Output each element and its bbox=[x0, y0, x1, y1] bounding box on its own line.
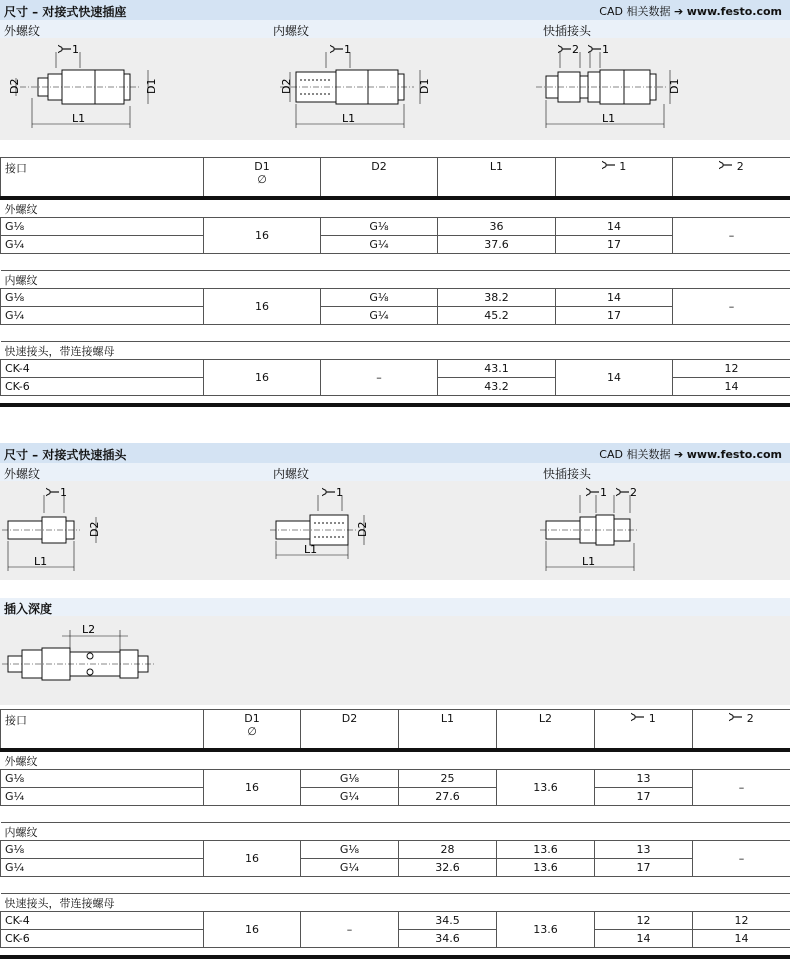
cell-d1: 16 bbox=[204, 770, 301, 806]
cell-l1: 45.2 bbox=[438, 307, 556, 325]
cell-w2: – bbox=[673, 289, 790, 325]
d2-label: D2 bbox=[88, 521, 101, 537]
wrench-size-label: 1 bbox=[60, 486, 67, 499]
insertion-depth-drawing bbox=[0, 616, 790, 705]
cell-l2: 13.6 bbox=[497, 841, 595, 859]
cell-w2: 12 bbox=[693, 912, 790, 930]
cell-w1: 17 bbox=[556, 236, 673, 254]
cell-l1: 34.5 bbox=[399, 912, 497, 930]
cell-l2: 13.6 bbox=[497, 912, 595, 948]
arrow-right-icon: ➔ bbox=[673, 5, 684, 18]
section2-title: 尺寸 – 对接式快速插头 bbox=[4, 448, 127, 462]
wrench-size-label: 1 bbox=[344, 43, 351, 56]
header-d1: D1 ∅ bbox=[204, 158, 321, 199]
cell-port: G¼ bbox=[1, 236, 204, 254]
group-label: 外螺纹 bbox=[1, 198, 790, 218]
d1-label: D1 bbox=[668, 78, 681, 94]
cell-l1: 25 bbox=[399, 770, 497, 788]
l2-label: L2 bbox=[82, 623, 96, 636]
l1-label: L1 bbox=[304, 543, 318, 556]
cell-w1: 13 bbox=[595, 770, 693, 788]
l1-label: L1 bbox=[582, 555, 596, 568]
group-label: 快速接头，带连接螺母 bbox=[1, 342, 790, 360]
wrench-size-label: 1 bbox=[602, 43, 609, 56]
header-l2: L2 bbox=[497, 710, 595, 751]
group-label: 内螺纹 bbox=[1, 271, 790, 289]
cell-l2: 13.6 bbox=[497, 859, 595, 877]
section1-header bbox=[0, 0, 790, 20]
section2-drawings bbox=[0, 481, 790, 580]
cell-d2: G⅛ bbox=[301, 770, 399, 788]
variant-label: 内螺纹 bbox=[273, 24, 310, 38]
cell-port: CK-4 bbox=[1, 912, 204, 930]
wrench-size-label: 2 bbox=[572, 43, 579, 56]
cell-l1: 43.2 bbox=[438, 378, 556, 396]
cell-d2: G⅛ bbox=[321, 218, 438, 236]
d2-label: D2 bbox=[356, 521, 369, 537]
diameter-icon: ∅ bbox=[247, 725, 257, 738]
cell-d2: – bbox=[321, 360, 438, 396]
insertion-depth-header bbox=[0, 598, 790, 616]
l1-label: L1 bbox=[602, 112, 616, 125]
header-wrench1: 1 bbox=[556, 158, 673, 199]
wrench-icon bbox=[729, 712, 743, 722]
cell-w2: 14 bbox=[693, 930, 790, 948]
cell-port: G⅛ bbox=[1, 218, 204, 236]
wrench-icon bbox=[602, 160, 616, 170]
d2-label: D2 bbox=[8, 78, 21, 94]
cell-w1: 17 bbox=[595, 859, 693, 877]
table-bottom-rule bbox=[0, 403, 790, 407]
cell-w1: 17 bbox=[556, 307, 673, 325]
l1-label: L1 bbox=[72, 112, 86, 125]
l1-label: L1 bbox=[342, 112, 356, 125]
header-wrench2: 2 bbox=[673, 158, 790, 199]
header-d1: D1 ∅ bbox=[204, 710, 301, 751]
header-wrench1: 1 bbox=[595, 710, 693, 751]
cell-w1: 14 bbox=[595, 930, 693, 948]
table-bottom-rule bbox=[0, 955, 790, 959]
variant-label: 内螺纹 bbox=[273, 467, 310, 481]
group-label: 内螺纹 bbox=[1, 823, 790, 841]
d2-label: D2 bbox=[280, 78, 293, 94]
cell-l1: 37.6 bbox=[438, 236, 556, 254]
section2-cad-link[interactable] bbox=[599, 446, 782, 462]
cell-w1: 12 bbox=[595, 912, 693, 930]
diameter-icon: ∅ bbox=[257, 173, 267, 186]
section1-cad-link[interactable] bbox=[599, 3, 782, 19]
cell-port: G⅛ bbox=[1, 770, 204, 788]
cell-d1: 16 bbox=[204, 912, 301, 948]
group-label: 快速接头，带连接螺母 bbox=[1, 894, 790, 912]
cell-d2: G¼ bbox=[321, 307, 438, 325]
group-label: 外螺纹 bbox=[1, 750, 790, 770]
cell-port: G⅛ bbox=[1, 841, 204, 859]
wrench-icon bbox=[719, 160, 733, 170]
variant-label: 快插接头 bbox=[543, 467, 592, 481]
header-wrench2: 2 bbox=[693, 710, 790, 751]
cell-d1: 16 bbox=[204, 289, 321, 325]
cell-l2: 13.6 bbox=[497, 770, 595, 806]
variant-label: 外螺纹 bbox=[4, 24, 41, 38]
plug-male-thread-drawing bbox=[2, 495, 96, 571]
cell-w2: – bbox=[693, 770, 790, 806]
socket-dimension-table bbox=[0, 157, 790, 396]
cell-l1: 27.6 bbox=[399, 788, 497, 806]
plug-dimension-table bbox=[0, 709, 790, 948]
cell-l1: 43.1 bbox=[438, 360, 556, 378]
cell-d1: 16 bbox=[204, 218, 321, 254]
variant-label: 外螺纹 bbox=[4, 467, 41, 481]
cell-d2: – bbox=[301, 912, 399, 948]
cell-w1: 14 bbox=[556, 360, 673, 396]
section1-variant-row bbox=[0, 20, 790, 38]
wrench-size-label: 1 bbox=[600, 486, 607, 499]
wrench-size-label: 1 bbox=[72, 43, 79, 56]
cell-d1: 16 bbox=[204, 841, 301, 877]
section1-drawings bbox=[0, 38, 790, 140]
header-l1: L1 bbox=[399, 710, 497, 751]
cell-port: G⅛ bbox=[1, 289, 204, 307]
arrow-right-icon: ➔ bbox=[673, 448, 684, 461]
header-port: 接口 bbox=[1, 710, 204, 751]
cad-url[interactable]: www.festo.com bbox=[686, 448, 782, 461]
header-d2: D2 bbox=[301, 710, 399, 751]
cell-w2: – bbox=[693, 841, 790, 877]
cell-d2: G⅛ bbox=[301, 841, 399, 859]
cell-d2: G⅛ bbox=[321, 289, 438, 307]
cell-w2: – bbox=[673, 218, 790, 254]
coupling-socket-drawings bbox=[0, 38, 790, 140]
cell-d2: G¼ bbox=[301, 859, 399, 877]
insertion-depth-svg bbox=[0, 616, 790, 705]
wrench-size-label: 2 bbox=[630, 486, 637, 499]
cell-d2: G¼ bbox=[301, 788, 399, 806]
cad-text: CAD 相关数据 bbox=[599, 5, 671, 18]
cell-d2: G¼ bbox=[321, 236, 438, 254]
header-port: 接口 bbox=[1, 158, 204, 199]
d1-label: D1 bbox=[418, 78, 431, 94]
header-l1: L1 bbox=[438, 158, 556, 199]
cell-l1: 38.2 bbox=[438, 289, 556, 307]
section2-header bbox=[0, 443, 790, 463]
cell-port: G¼ bbox=[1, 859, 204, 877]
cad-url[interactable]: www.festo.com bbox=[686, 5, 782, 18]
cell-w1: 14 bbox=[556, 218, 673, 236]
cell-l1: 36 bbox=[438, 218, 556, 236]
insertion-depth-title: 插入深度 bbox=[4, 602, 53, 616]
cell-l1: 28 bbox=[399, 841, 497, 859]
l1-label: L1 bbox=[34, 555, 48, 568]
cell-w1: 17 bbox=[595, 788, 693, 806]
wrench-size-label: 1 bbox=[336, 486, 343, 499]
cell-w2: 12 bbox=[673, 360, 790, 378]
cell-port: CK-6 bbox=[1, 930, 204, 948]
variant-label: 快插接头 bbox=[543, 24, 592, 38]
d1-label: D1 bbox=[145, 78, 158, 94]
cell-w2: 14 bbox=[673, 378, 790, 396]
cell-port: G¼ bbox=[1, 788, 204, 806]
cell-port: CK-4 bbox=[1, 360, 204, 378]
section1-title: 尺寸 – 对接式快速插座 bbox=[4, 5, 127, 19]
cell-d1: 16 bbox=[204, 360, 321, 396]
cad-text: CAD 相关数据 bbox=[599, 448, 671, 461]
cell-port: CK-6 bbox=[1, 378, 204, 396]
cell-w1: 14 bbox=[556, 289, 673, 307]
cell-port: G¼ bbox=[1, 307, 204, 325]
header-d2: D2 bbox=[321, 158, 438, 199]
cell-w1: 13 bbox=[595, 841, 693, 859]
coupling-plug-drawings bbox=[0, 481, 790, 580]
cell-l1: 32.6 bbox=[399, 859, 497, 877]
section2-variant-row bbox=[0, 463, 790, 481]
cell-l1: 34.6 bbox=[399, 930, 497, 948]
wrench-icon bbox=[631, 712, 645, 722]
